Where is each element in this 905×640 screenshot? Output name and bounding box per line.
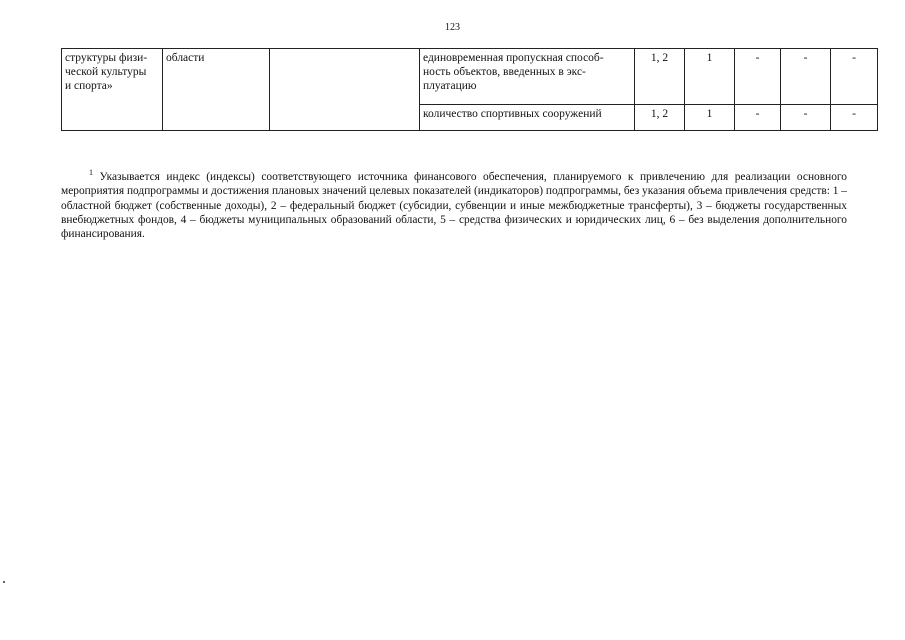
value-cell: - [831, 49, 878, 105]
empty-cell [270, 49, 420, 131]
value-cell: - [831, 105, 878, 131]
indicator-cell: единовременная пропускная способ- ность объектов, введенных в экс- плуатацию [420, 49, 635, 105]
value-cell: - [735, 105, 781, 131]
value-cell: - [781, 49, 831, 105]
source-index-cell: 1, 2 [635, 105, 685, 131]
table-row [62, 49, 878, 105]
value-cell: - [781, 105, 831, 131]
value-cell: 1 [685, 49, 735, 105]
indicator-cell: количество спортивных сооружений [420, 105, 635, 131]
page-number: 123 [445, 22, 460, 33]
footnote [61, 166, 847, 241]
value-cell: 1 [685, 105, 735, 131]
source-index-cell: 1, 2 [635, 49, 685, 105]
value-cell: - [735, 49, 781, 105]
program-table [61, 48, 878, 131]
scan-speck [3, 581, 5, 583]
structure-cell: структуры физи- ческой культуры и спорта» [62, 49, 163, 131]
region-cell: области [163, 49, 270, 131]
footnote-text: Указывается индекс (индексы) соответствующего источника финансового обеспечения, планируемого к привлечению для реализации основного мероприятия подпрограммы и достижения плановых значений целевых показателей (индикаторов) подпрограммы, без указания объема привлечения средств: 1 – областной бюджет (собственные доходы), 2 – федеральный бюджет (субсидии, субвенции и иные межбюджетные трансферты), 3 – бюджеты государственных внебюджетных фондов, 4 – бюджеты муниципальных образований области, 5 – средства физических и юридических лиц, 6 – без выделения дополнительного финансирования. [61, 171, 847, 241]
footnote-marker: 1 [89, 168, 93, 177]
